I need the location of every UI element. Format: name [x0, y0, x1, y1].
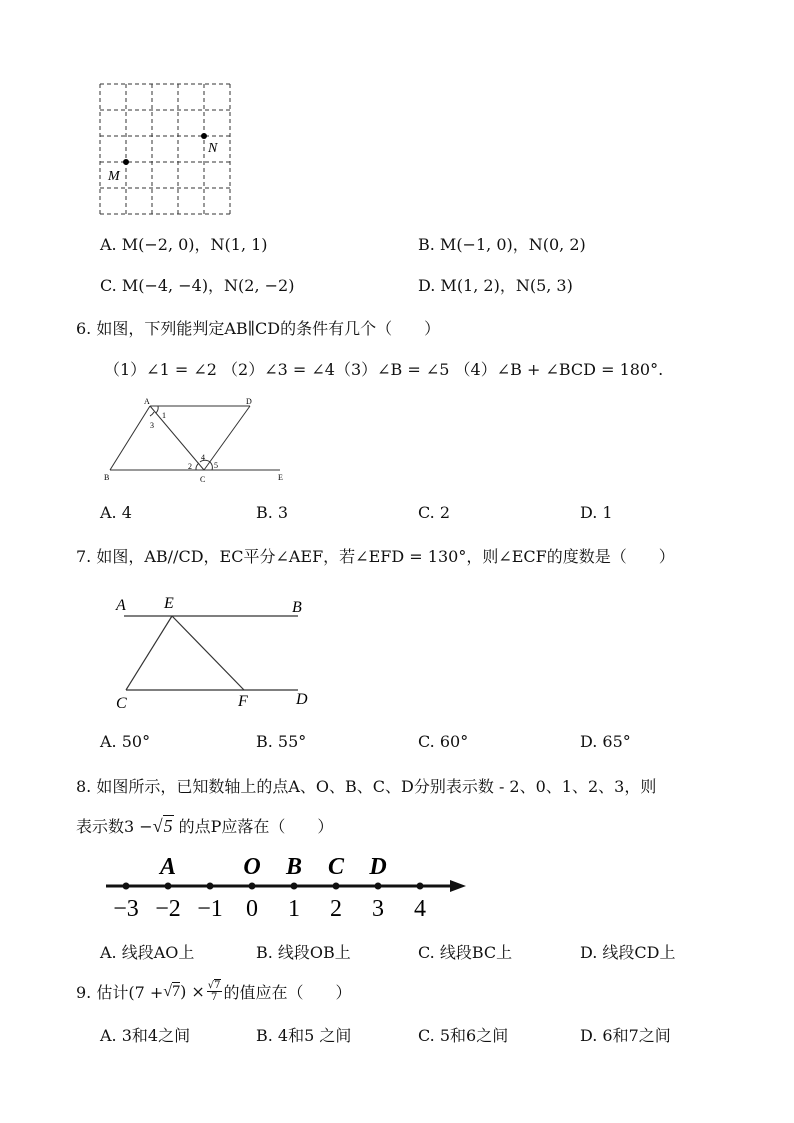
q6-angle-2: 2 [188, 462, 192, 471]
q8-option-a[interactable]: A. 线段AO上 [100, 943, 195, 962]
q8-sqrt: √5 [152, 816, 173, 836]
number-line-tick-label: 4 [414, 896, 426, 922]
q7-label-f: F [238, 693, 248, 710]
q9-option-d[interactable]: D. 6和7之间 [580, 1026, 671, 1045]
q5-option-a[interactable]: A. M(−2, 0)，N(1, 1) [100, 235, 268, 254]
number-line-tick-label: 1 [288, 896, 300, 922]
q6-option-c[interactable]: C. 2 [418, 503, 451, 522]
q6-label-e: E [278, 473, 283, 482]
number-line-tick-label: 3 [372, 896, 384, 922]
q8-stem-line2 [76, 814, 333, 837]
q8-option-d[interactable]: D. 线段CD上 [580, 943, 676, 962]
q7-label-c: C [116, 695, 127, 712]
q9-sqrt-radicand: 7 [172, 982, 181, 1000]
q7-label-b: B [292, 599, 302, 616]
q6-angle-4: 4 [201, 453, 205, 462]
q8-sqrt-radicand: 5 [163, 816, 173, 836]
number-line-tick-label: −2 [155, 896, 181, 922]
q6-option-b[interactable]: B. 3 [256, 503, 289, 522]
point-m [123, 159, 129, 165]
q6-figure [100, 392, 300, 488]
number-line-point [291, 883, 298, 890]
q8-stem-prefix: 表示数3 − [76, 817, 153, 836]
q8-number-line [100, 848, 472, 924]
label-m: M [108, 169, 120, 184]
q5-option-d[interactable]: D. M(1, 2)，N(5, 3) [418, 276, 573, 295]
q9-option-b[interactable]: B. 4和5 之间 [256, 1026, 352, 1045]
q5-option-b[interactable]: B. M(−1, 0)，N(0, 2) [418, 235, 586, 254]
q7-stem: 7. 如图，AB//CD，EC平分∠AEF，若∠EFD = 130°，则∠ECF的度数是（ ） [76, 547, 675, 566]
q8-stem-line1: 8. 如图所示，已知数轴上的点A、O、B、C、D分别表示数 - 2、0、1、2、3，则 [76, 777, 657, 796]
q6-label-c: C [200, 475, 206, 484]
q7-label-d: D [296, 691, 308, 708]
q6-conditions: （1）∠1 = ∠2 （2）∠3 = ∠4（3）∠B = ∠5 （4）∠B + ∠BCD = 180°. [104, 360, 664, 379]
q6-option-a[interactable]: A. 4 [100, 503, 132, 522]
number-line-tick-label: 0 [246, 896, 258, 922]
number-line-point [333, 883, 340, 890]
number-line-point [249, 883, 256, 890]
number-line-tick-label: −1 [197, 896, 223, 922]
number-line-point-letter: D [369, 854, 387, 880]
q9-stem [76, 980, 352, 1003]
q9-sqrt: √7 [163, 982, 181, 1000]
q5-option-c[interactable]: C. M(−4, −4)，N(2, −2) [100, 276, 295, 295]
q7-label-e: E [164, 595, 174, 612]
grid-figure [96, 80, 236, 220]
q9-stem-prefix: 9. 估计(7 + [76, 983, 164, 1002]
q7-figure [108, 590, 323, 715]
number-line-tick-label: 2 [330, 896, 342, 922]
label-n: N [208, 141, 218, 156]
q6-angle-5: 5 [214, 461, 218, 470]
q6-angle-1: 1 [162, 411, 166, 420]
q9-stem-suffix: 的值应在（ ） [223, 983, 352, 1002]
number-line-point [123, 883, 130, 890]
q6-label-a: A [144, 397, 150, 406]
q6-label-b: B [104, 473, 110, 482]
number-line-tick-label: −3 [113, 896, 139, 922]
q8-option-c[interactable]: C. 线段BC上 [418, 943, 513, 962]
q9-fraction-denominator: 7 [210, 992, 218, 1003]
q8-stem-suffix: 的点P应落在（ ） [173, 817, 334, 836]
q7-option-c[interactable]: C. 60° [418, 732, 469, 751]
q6-label-d: D [246, 397, 252, 406]
q9-option-a[interactable]: A. 3和4之间 [100, 1026, 191, 1045]
number-line-point [165, 883, 172, 890]
q7-label-a: A [116, 597, 126, 614]
number-line-point-letter: B [285, 854, 303, 880]
q9-stem-mid: ) × [180, 982, 205, 1001]
number-line-point-letter: A [159, 854, 177, 880]
q7-option-a[interactable]: A. 50° [100, 732, 151, 751]
q7-option-b[interactable]: B. 55° [256, 732, 307, 751]
q9-option-c[interactable]: C. 5和6之间 [418, 1026, 509, 1045]
q6-stem: 6. 如图，下列能判定AB∥CD的条件有几个（ ） [76, 319, 441, 338]
q9-numerator-radicand: 7 [214, 980, 221, 991]
number-line-point [417, 883, 424, 890]
q6-angle-3: 3 [150, 421, 154, 430]
point-n [201, 133, 207, 139]
q7-option-d[interactable]: D. 65° [580, 732, 631, 751]
number-line-point [207, 883, 214, 890]
q6-option-d[interactable]: D. 1 [580, 503, 613, 522]
q9-fraction [207, 980, 222, 1003]
number-line-point-letter: O [243, 854, 261, 880]
number-line-point [375, 883, 382, 890]
number-line-point-letter: C [327, 854, 345, 880]
q8-option-b[interactable]: B. 线段OB上 [256, 943, 351, 962]
q9-fraction-numerator: √7 [207, 980, 221, 991]
